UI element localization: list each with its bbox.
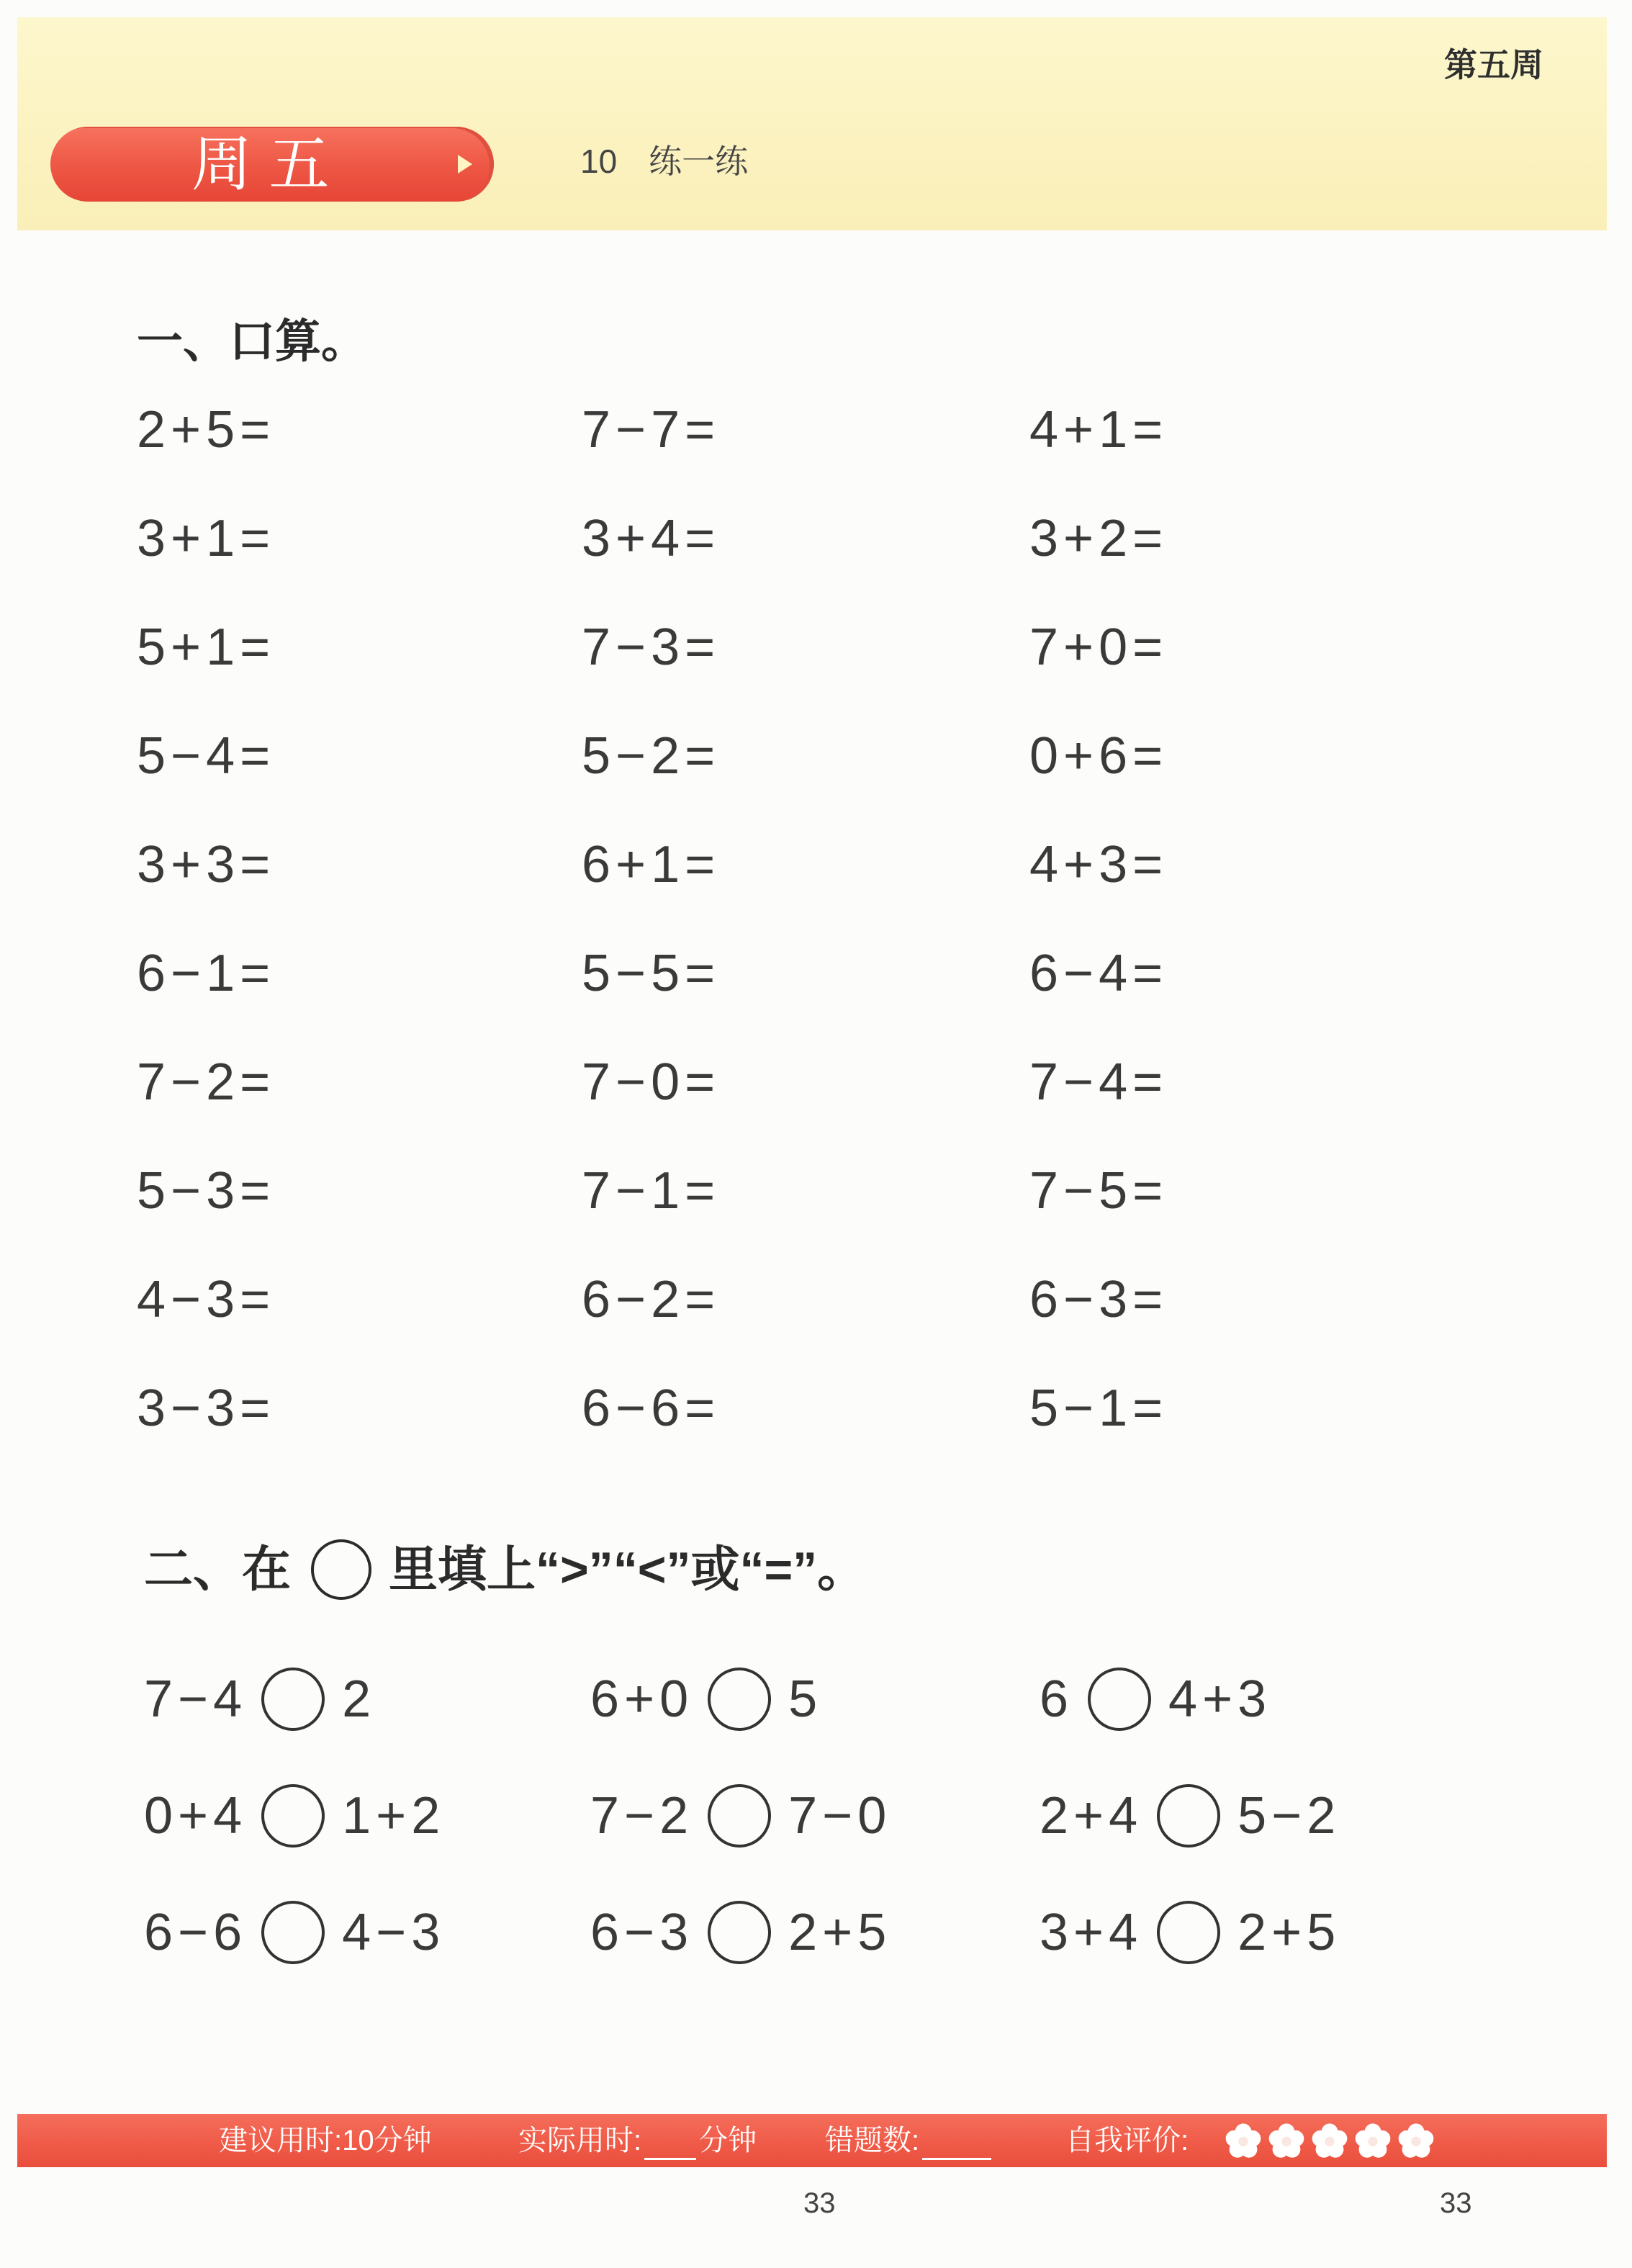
lesson-number: 10	[580, 143, 618, 180]
compare-item	[1040, 1758, 1489, 1874]
answer-circle	[1157, 1784, 1220, 1848]
oral-calc-item: 7−2=	[137, 1053, 276, 1111]
oral-calc-item: 5−2=	[582, 726, 721, 785]
actual-time-label: 实际用时:	[518, 2125, 642, 2156]
oral-calc-item: 5−3=	[137, 1161, 276, 1220]
section2-title	[144, 1539, 866, 1600]
flower-icon	[1397, 2121, 1435, 2160]
oral-calc-grid	[137, 375, 1476, 1462]
actual-time-blank	[644, 2125, 696, 2160]
oral-calc-item: 5−5=	[582, 944, 721, 1002]
answer-circle	[708, 1784, 771, 1848]
flower-icon	[1267, 2121, 1306, 2160]
lesson-heading	[580, 141, 748, 181]
compare-right-expression: 4−3	[342, 1904, 446, 1961]
section2-title-before: 二、在	[144, 1542, 292, 1597]
answer-circle	[708, 1668, 771, 1731]
page-number-center: 33	[803, 2187, 836, 2219]
oral-calc-item: 7−4=	[1029, 1053, 1168, 1111]
oral-calc-item: 7−1=	[582, 1161, 721, 1220]
compare-item	[1040, 1874, 1489, 1991]
section2-title-after: 里填上“>”“<”或“=”。	[389, 1542, 867, 1597]
compare-left-expression: 6+0	[590, 1670, 694, 1728]
actual-time-unit: 分钟	[699, 2125, 757, 2156]
compare-left-expression: 0+4	[144, 1787, 248, 1845]
flower-icon	[1310, 2121, 1349, 2160]
compare-right-expression: 7−0	[788, 1787, 892, 1845]
oral-calc-item: 0+6=	[1029, 726, 1168, 785]
compare-right-expression: 5−2	[1237, 1787, 1341, 1845]
oral-calc-item: 6−1=	[137, 944, 276, 1002]
page-number-right: 33	[1440, 2187, 1472, 2219]
oral-calc-item: 7−3=	[582, 618, 721, 676]
answer-circle	[261, 1784, 325, 1848]
answer-circle	[1088, 1668, 1151, 1731]
self-eval-label: 自我评价:	[1065, 2125, 1189, 2156]
compare-left-expression: 7−2	[590, 1787, 694, 1845]
compare-item	[590, 1758, 1040, 1874]
oral-calc-item: 6−4=	[1029, 944, 1168, 1002]
compare-right-expression: 2	[342, 1670, 377, 1728]
compare-right-expression: 4+3	[1168, 1670, 1272, 1728]
actual-time	[518, 2114, 757, 2167]
oral-calc-item: 4+3=	[1029, 835, 1168, 894]
arrow-right-icon	[458, 155, 472, 174]
oral-calc-item: 2+5=	[137, 400, 276, 459]
compare-left-expression: 2+4	[1040, 1787, 1143, 1845]
oral-calc-item: 3+3=	[137, 835, 276, 894]
suggested-time: 建议用时:10分钟	[219, 2125, 432, 2156]
oral-calc-item: 5−4=	[137, 726, 276, 785]
compare-item	[1040, 1641, 1489, 1758]
compare-item	[144, 1874, 590, 1991]
answer-circle	[261, 1901, 325, 1964]
compare-right-expression: 2+5	[788, 1904, 892, 1961]
answer-circle	[708, 1901, 771, 1964]
oral-calc-item: 3+1=	[137, 509, 276, 567]
oral-calc-item: 7−0=	[582, 1053, 721, 1111]
compare-item	[590, 1641, 1040, 1758]
compare-right-expression: 5	[788, 1670, 823, 1728]
day-label: 周 五	[191, 130, 330, 198]
oral-calc-item: 6−2=	[582, 1270, 721, 1328]
week-label: 第五周	[1444, 46, 1543, 84]
errors-label: 错题数:	[825, 2125, 920, 2156]
compare-left-expression: 6−3	[590, 1904, 694, 1961]
oral-calc-item: 6+1=	[582, 835, 721, 894]
oral-calc-item: 4−3=	[137, 1270, 276, 1328]
compare-item	[144, 1758, 590, 1874]
errors-blank	[922, 2125, 991, 2160]
answer-circle	[261, 1668, 325, 1731]
oral-calc-item: 4+1=	[1029, 400, 1168, 459]
oral-calc-item: 6−6=	[582, 1379, 721, 1437]
oral-calc-item: 6−3=	[1029, 1270, 1168, 1328]
footer-band	[17, 2114, 1607, 2167]
error-count	[825, 2114, 994, 2167]
oral-calc-item: 3+2=	[1029, 509, 1168, 567]
compare-grid	[144, 1641, 1489, 1991]
compare-left-expression: 3+4	[1040, 1904, 1143, 1961]
section1-title: 一、口算。	[137, 315, 367, 367]
lesson-title: 练一练	[649, 143, 749, 180]
answer-circle	[1157, 1901, 1220, 1964]
oral-calc-item: 5+1=	[137, 618, 276, 676]
oral-calc-item: 3−3=	[137, 1379, 276, 1437]
compare-right-expression: 1+2	[342, 1787, 446, 1845]
oral-calc-item: 5−1=	[1029, 1379, 1168, 1437]
flower-icon	[1224, 2121, 1263, 2160]
day-banner	[50, 127, 494, 202]
self-eval-rating	[1224, 2121, 1435, 2160]
compare-left-expression: 6	[1040, 1670, 1074, 1728]
oral-calc-item: 7+0=	[1029, 618, 1168, 676]
circle-symbol-icon	[311, 1539, 371, 1600]
oral-calc-item: 3+4=	[582, 509, 721, 567]
compare-left-expression: 6−6	[144, 1904, 248, 1961]
compare-left-expression: 7−4	[144, 1670, 248, 1728]
flower-icon	[1353, 2121, 1392, 2160]
compare-item	[144, 1641, 590, 1758]
compare-right-expression: 2+5	[1237, 1904, 1341, 1961]
oral-calc-item: 7−7=	[582, 400, 721, 459]
oral-calc-item: 7−5=	[1029, 1161, 1168, 1220]
compare-item	[590, 1874, 1040, 1991]
